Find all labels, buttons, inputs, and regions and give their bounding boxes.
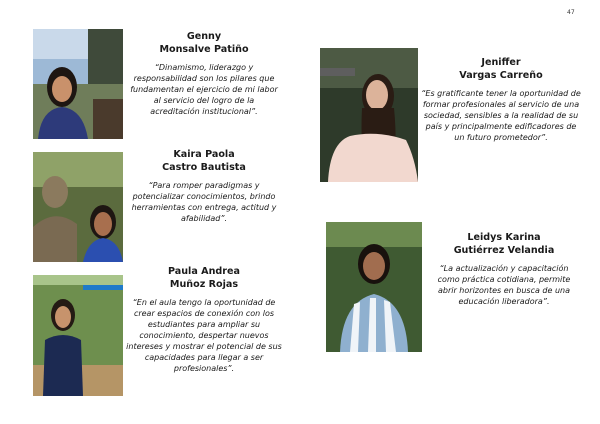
profile-name	[428, 232, 580, 257]
last-name: Gutiérrez Velandia	[453, 244, 555, 256]
profile-paula	[124, 266, 284, 374]
first-name: Leidys Karina	[467, 232, 541, 243]
last-name: Castro Bautista	[162, 161, 246, 173]
first-name: Jeniffer	[481, 57, 521, 68]
profile-name	[128, 149, 280, 174]
profile-genny	[128, 31, 280, 117]
profile-quote: “En el aula tengo la oportunidad de crear espacios de conexión con los estudiantes para ampliar su conocimiento, despertar nuevos intereses y mostrar el potencial de sus capacidades para llegar a ser profesionales”.	[126, 298, 282, 373]
last-name: Vargas Carreño	[459, 69, 543, 81]
portrait-photo-jeniffer	[320, 48, 418, 182]
profile-leidys	[428, 232, 580, 307]
profile-jeniffer	[420, 57, 582, 143]
first-name: Genny	[186, 31, 222, 42]
profile-quote: “Dinamismo, liderazgo y responsabilidad son los pilares que fundamentan el ejercicio de mi labor al servicio del logro de la acreditación institucional”.	[130, 63, 278, 116]
portrait-photo-genny	[33, 29, 123, 139]
profile-quote: “Es gratificante tener la oportunidad de formar profesionales al servicio de una sociedad, sensibles a la realidad de su país y principalmente edificadores de un futuro prometedor”.	[421, 89, 581, 142]
profile-name	[128, 31, 280, 56]
portrait-photo-leidys	[326, 222, 422, 352]
first-name: Kaira Paola	[173, 149, 235, 160]
portrait-photo-paula	[33, 275, 123, 396]
profile-kaira	[128, 149, 280, 224]
profile-name	[124, 266, 284, 291]
profile-quote: “Para romper paradigmas y potencializar conocimientos, brindo herramientas con entrega, actitud y afabilidad”.	[131, 181, 277, 223]
first-name: Paula Andrea	[167, 266, 240, 277]
page-number: 47	[567, 9, 575, 16]
profile-name	[420, 57, 582, 82]
last-name: Muñoz Rojas	[169, 278, 239, 290]
portrait-photo-kaira	[33, 152, 123, 262]
last-name: Monsalve Patiño	[159, 43, 249, 55]
profile-quote: “La actualización y capacitación como práctica cotidiana, permite abrir horizontes en busca de una educación liberadora”.	[437, 264, 571, 306]
